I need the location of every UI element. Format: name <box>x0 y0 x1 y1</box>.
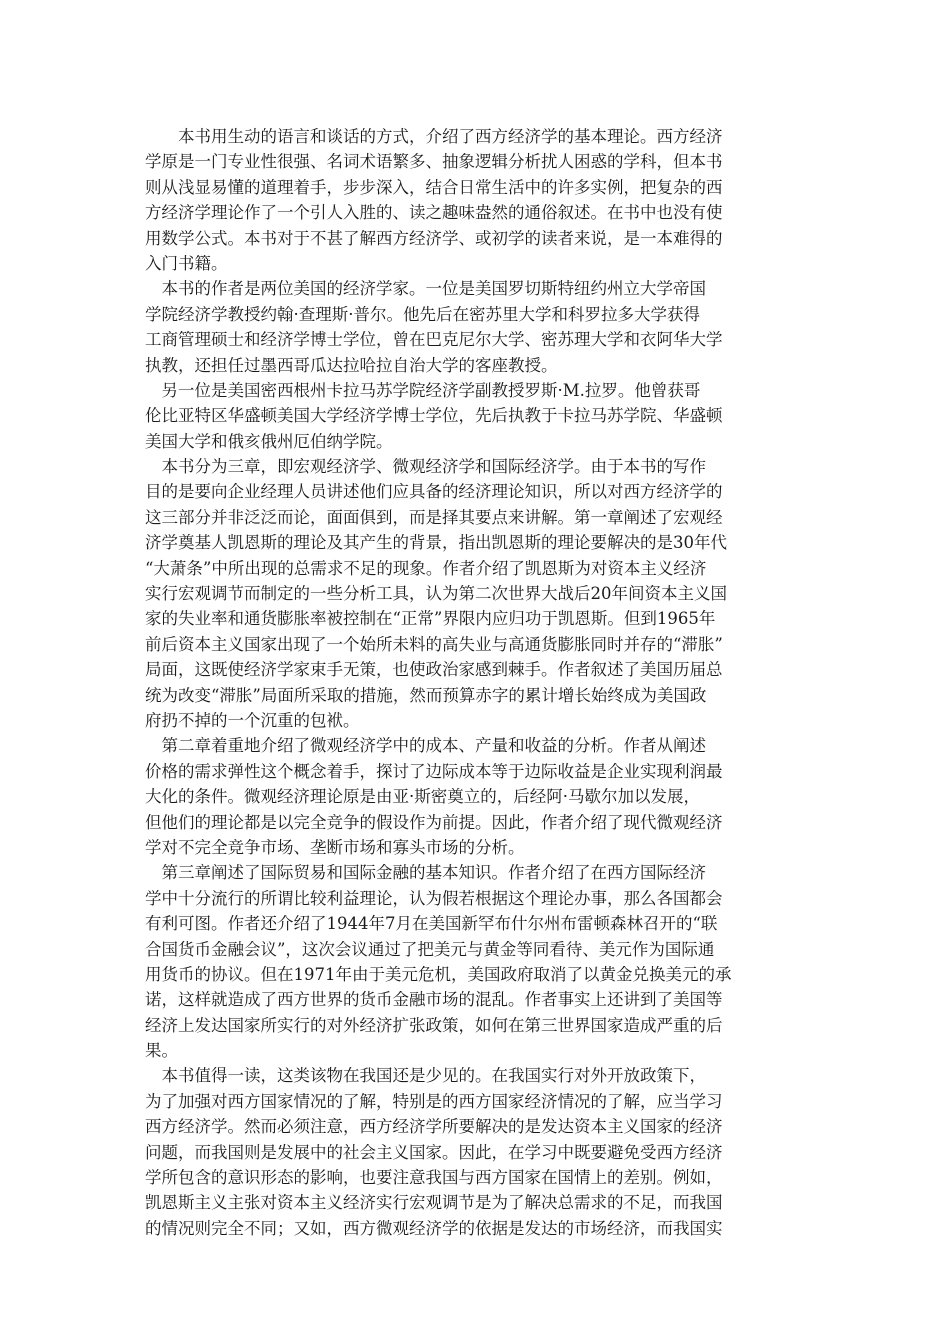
text-line: 的情况则完全不同；又如，西方微观经济学的依据是发达的市场经济，而我国实 <box>145 1218 723 1238</box>
text-line: 本书分为三章，即宏观经济学、微观经济学和国际经济学。由于本书的写作 <box>145 457 706 477</box>
text-line: 美国大学和俄亥俄州厄伯纳学院。 <box>145 431 393 451</box>
text-line: 第二章着重地介绍了微观经济学中的成本、产量和收益的分析。作者从阐述 <box>145 736 706 756</box>
text-line: 工商管理硕士和经济学博士学位，曾在巴克尼尔大学、密苏理大学和衣阿华大学 <box>145 330 723 350</box>
text-line: 合国货币金融会议”，这次会议通过了把美元与黄金等同看待、美元作为国际通 <box>145 939 715 959</box>
text-line: 局面，这既使经济学家束手无策，也使政治家感到棘手。作者叙述了美国历届总 <box>145 660 723 680</box>
text-line: 为了加强对西方国家情况的了解，特别是的西方国家经济情况的了解，应当学习 <box>145 1091 723 1111</box>
text-line: 诺，这样就造成了西方世界的货币金融市场的混乱。作者事实上还讲到了美国等 <box>145 990 723 1010</box>
text-line: 经济上发达国家所实行的对外经济扩张政策，如何在第三世界国家造成严重的后 <box>145 1015 723 1035</box>
text-line: 但他们的理论都是以完全竞争的假设作为前提。因此，作者介绍了现代微观经济 <box>145 812 723 832</box>
text-line: 统为改变“滞胀”局面所采取的措施，然而预算赤字的累计增长始终成为美国政 <box>145 685 707 705</box>
text-line: 价格的需求弹性这个概念着手，探讨了边际成本等于边际收益是企业实现利润最 <box>145 761 723 781</box>
text-line: 本书值得一读，这类该物在我国还是少见的。在我国实行对外开放政策下， <box>145 1066 706 1086</box>
text-line: 西方经济学。然而必须注意，西方经济学所要解决的是发达资本主义国家的经济 <box>145 1117 723 1137</box>
text-line: 前后资本主义国家出现了一个始所未料的高失业与高通货膨胀同时并存的“滞胀” <box>145 634 723 654</box>
text-line: 用货币的协议。但在1971年由于美元危机，美国政府取消了以黄金兑换美元的承 <box>145 964 732 984</box>
text-line: 方经济学理论作了一个引人入胜的、读之趣味盎然的通俗叙述。在书中也没有使 <box>145 203 723 223</box>
text-line: 入门书籍。 <box>145 253 228 273</box>
text-line: 大化的条件。微观经济理论原是由亚·斯密奠立的，后经阿·马歇尔加以发展， <box>145 787 700 807</box>
text-line: 问题，而我国则是发展中的社会主义国家。因此，在学习中既要避免受西方经济 <box>145 1142 723 1162</box>
text-line: 实行宏观调节而制定的一些分析工具，认为第二次世界大战后20年间资本主义国 <box>145 584 727 604</box>
text-line: 学对不完全竞争市场、垄断市场和寡头市场的分析。 <box>145 837 525 857</box>
text-line: 另一位是美国密西根州卡拉马苏学院经济学副教授罗斯·M.拉罗。他曾获哥 <box>145 380 701 400</box>
text-line: 目的是要向企业经理人员讲述他们应具备的经济理论知识，所以对西方经济学的 <box>145 482 723 502</box>
text-line: 学所包含的意识形态的影响，也要注意我国与西方国家在国情上的差别。例如， <box>145 1168 723 1188</box>
text-line: 凯恩斯主义主张对资本主义经济实行宏观调节是为了解决总需求的不足，而我国 <box>145 1193 723 1213</box>
text-line: 家的失业率和通货膨胀率被控制在“正常”界限内应归功于凯恩斯。但到1965年 <box>145 609 716 629</box>
text-line: 济学奠基人凯恩斯的理论及其产生的背景，指出凯恩斯的理论要解决的是30年代 <box>145 533 727 553</box>
text-line: 果。 <box>145 1041 178 1061</box>
text-line: 府扔不掉的一个沉重的包袱。 <box>145 710 360 730</box>
text-line: 学院经济学教授约翰·查理斯·普尔。他先后在密苏里大学和科罗拉多大学获得 <box>145 304 700 324</box>
text-line: 学中十分流行的所谓比较利益理论，认为假若根据这个理论办事，那么各国都会 <box>145 888 723 908</box>
text-line: 第三章阐述了国际贸易和国际金融的基本知识。作者介绍了在西方国际经济 <box>145 863 706 883</box>
document-body <box>145 124 745 1241</box>
text-line: 用数学公式。本书对于不甚了解西方经济学、或初学的读者来说，是一本难得的 <box>145 228 723 248</box>
text-line: 学原是一门专业性很强、名词术语繁多、抽象逻辑分析扰人困惑的学科，但本书 <box>145 152 723 172</box>
text-line: 这三部分并非泛泛而论，面面俱到，而是择其要点来讲解。第一章阐述了宏观经 <box>145 507 723 527</box>
text-line: 则从浅显易懂的道理着手，步步深入，结合日常生活中的许多实例，把复杂的西 <box>145 177 723 197</box>
text-line: 有利可图。作者还介绍了1944年7月在美国新罕布什尔州布雷顿森林召开的“联 <box>145 914 718 934</box>
text-line: 伦比亚特区华盛顿美国大学经济学博士学位，先后执教于卡拉马苏学院、华盛顿 <box>145 406 723 426</box>
text-line: 本书的作者是两位美国的经济学家。一位是美国罗切斯特纽约州立大学帝国 <box>145 279 706 299</box>
text-line: 本书用生动的语言和谈话的方式，介绍了西方经济学的基本理论。西方经济 <box>145 127 723 146</box>
text-line: 执教，还担任过墨西哥瓜达拉哈拉自治大学的客座教授。 <box>145 355 558 375</box>
text-line: “大萧条”中所出现的总需求不足的现象。作者介绍了凯恩斯为对资本主义经济 <box>145 558 707 578</box>
